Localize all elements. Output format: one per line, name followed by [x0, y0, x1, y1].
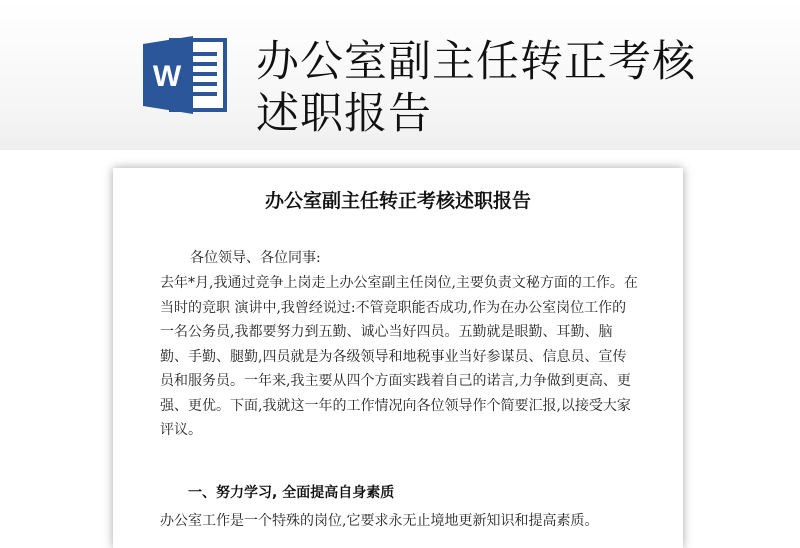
- word-document-icon: [143, 34, 229, 116]
- document-page: [113, 168, 683, 548]
- body-paragraph: 去年*月,我通过竞争上岗走上办公室副主任岗位,主要负责文秘方面的工作。在当时的竞职 演讲中,我曾经说过:不管竞职能否成功,作为在办公室岗位工作的一名公务员,我都要努力到五勤、诚心当好四员。五勤就是眼勤、耳勤、脑勤、手勤、腿勤,四员就是为各级领导和地税事业当好参谋员、信息员、宣传员和服务员。一年来,我主要从四个方面实践着自己的诺言,力争做到更高、更强、更优。下面,我就这一年的工作情况向各位领导作个简要汇报,以接受大家评议。: [160, 275, 638, 438]
- document-title: 办公室副主任转正考核述职报告: [264, 190, 531, 212]
- section-heading: 一、努力学习, 全面提高自身素质: [188, 485, 395, 501]
- banner-title: 办公室副主任转正考核述职报告: [256, 37, 696, 139]
- greeting: 各位领导、各位同事:: [190, 250, 321, 266]
- body-paragraph-2: 办公室工作是一个特殊的岗位,它要求永无止境地更新知识和提高素质。: [160, 513, 599, 529]
- word-icon-letter: W: [152, 60, 182, 93]
